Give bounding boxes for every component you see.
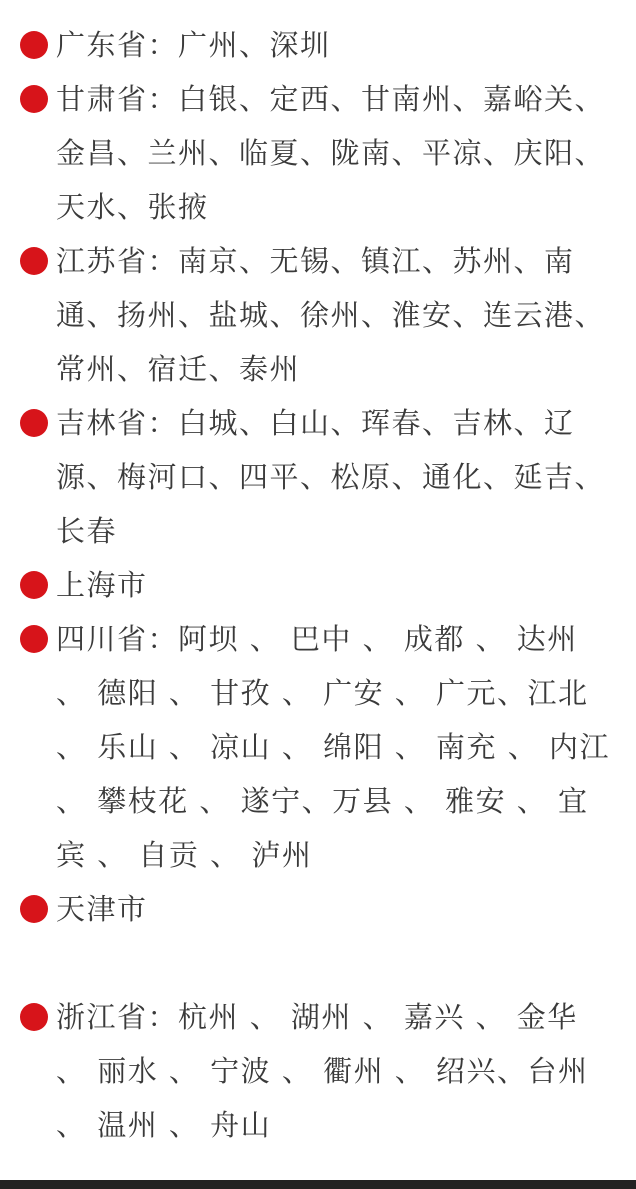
red-bullet-icon bbox=[20, 1003, 48, 1031]
list-item-jiangsu bbox=[20, 234, 616, 396]
region-text: 江苏省：南京、无锡、镇江、苏州、南通、扬州、盐城、徐州、淮安、连云港、常州、宿迁、泰州 bbox=[56, 244, 606, 386]
region-text: 广东省：广州、深圳 bbox=[56, 28, 331, 62]
list-item-tianjin bbox=[20, 882, 616, 936]
red-bullet-icon bbox=[20, 895, 48, 923]
region-text: 甘肃省：白银、定西、甘南州、嘉峪关、金昌、兰州、临夏、陇南、平凉、庆阳、天水、张掖 bbox=[56, 82, 606, 224]
region-text: 上海市 bbox=[56, 568, 148, 602]
red-bullet-icon bbox=[20, 571, 48, 599]
red-bullet-icon bbox=[20, 31, 48, 59]
region-text: 天津市 bbox=[56, 892, 148, 926]
list-item-gansu bbox=[20, 72, 616, 234]
region-text: 吉林省：白城、白山、珲春、吉林、辽源、梅河口、四平、松原、通化、延吉、长春 bbox=[56, 406, 606, 548]
bottom-bar bbox=[0, 1180, 636, 1189]
list-item-zhejiang bbox=[20, 990, 616, 1152]
red-bullet-icon bbox=[20, 85, 48, 113]
list-item-jilin bbox=[20, 396, 616, 558]
region-text: 浙江省：杭州 、 湖州 、 嘉兴 、 金华 、 丽水 、 宁波 、 衢州 、 绍兴、台州 、 温州 、 舟山 bbox=[56, 1000, 589, 1142]
red-bullet-icon bbox=[20, 409, 48, 437]
list-item-shanghai bbox=[20, 558, 616, 612]
red-bullet-icon bbox=[20, 247, 48, 275]
list-item-sichuan bbox=[20, 612, 616, 882]
red-bullet-icon bbox=[20, 625, 48, 653]
list-item-guangdong bbox=[20, 18, 616, 72]
region-list bbox=[20, 18, 616, 1152]
region-text: 四川省：阿坝 、 巴中 、 成都 、 达州 、 德阳 、 甘孜 、 广安 、 广元、江北 、 乐山 、 凉山 、 绵阳 、 南充 、 内江 、 攀枝花 、 遂宁、万县 、 雅安 、 宜宾 、 自贡 、 泸州 bbox=[56, 622, 610, 872]
